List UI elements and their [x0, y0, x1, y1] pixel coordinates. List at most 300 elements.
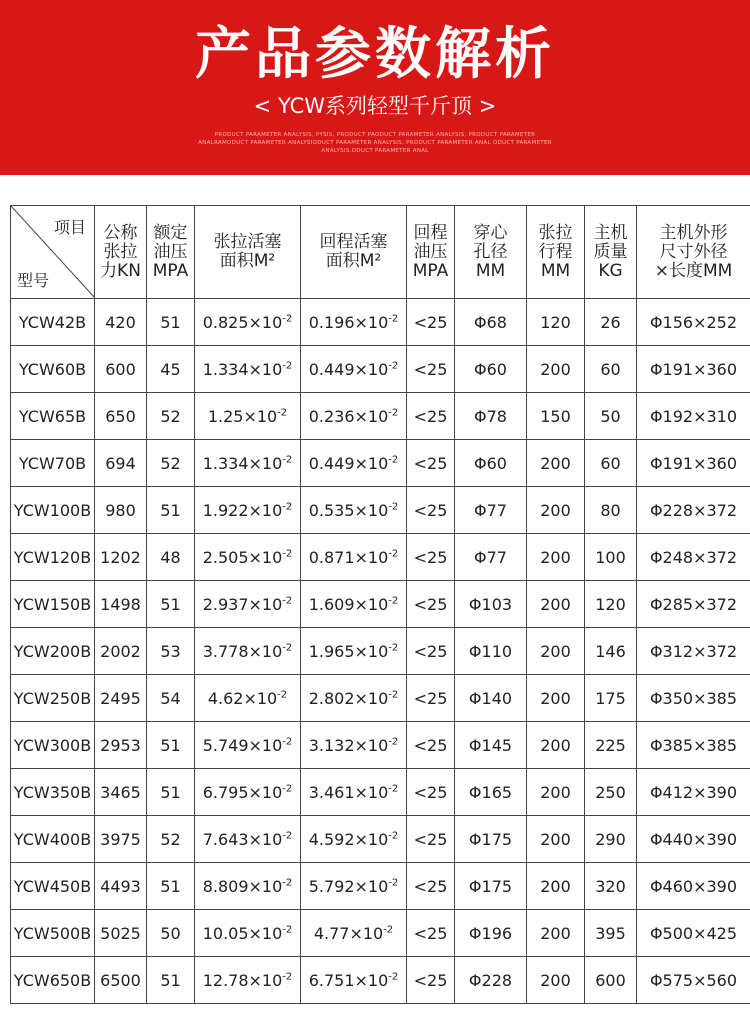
cell-pressure [147, 816, 195, 863]
cell-value: Φ68 [474, 312, 507, 332]
cell-size [637, 393, 750, 440]
header-line: 质量 [593, 241, 628, 262]
cell-return-pressure [407, 346, 455, 393]
corner-label-item: 项目 [53, 218, 86, 237]
cell-mass [585, 863, 637, 910]
cell-force [95, 769, 147, 816]
exponent-label: -2 [388, 971, 399, 983]
cell-pressure [147, 957, 195, 1004]
cell-return-pressure [407, 487, 455, 534]
cell-value: 200 [540, 453, 571, 473]
cell-pressure [147, 346, 195, 393]
cell-value: Φ196 [468, 923, 513, 943]
cell-area-return [301, 581, 407, 628]
header-line: 行程 [538, 241, 573, 262]
cell-value: 60 [600, 359, 621, 379]
cell-area-return [301, 769, 407, 816]
cell-value: 51 [160, 782, 181, 802]
cell-value: 5.749×10 [202, 735, 283, 755]
cell-stroke [527, 487, 585, 534]
cell-value: 54 [160, 688, 181, 708]
cell-area-return [301, 675, 407, 722]
cell-pressure [147, 675, 195, 722]
header-line: 额定 [153, 222, 188, 243]
cell-value: <25 [413, 453, 448, 473]
cell-force [95, 628, 147, 675]
cell-value: YCW42B [18, 312, 87, 332]
cell-stroke [527, 440, 585, 487]
cell-pressure [147, 393, 195, 440]
cell-value: 694 [105, 453, 136, 473]
cell-value: Φ440×390 [649, 829, 738, 849]
cell-model [11, 863, 95, 910]
cell-bore [455, 440, 527, 487]
table-row [11, 675, 750, 722]
cell-value: YCW120B [13, 547, 92, 567]
header-return-area [301, 206, 407, 299]
cell-return-pressure [407, 299, 455, 346]
cell-value: 3975 [100, 829, 141, 849]
cell-pressure [147, 910, 195, 957]
cell-value: 0.236×10 [308, 406, 389, 426]
cell-value: 53 [160, 641, 181, 661]
cell-force [95, 863, 147, 910]
cell-value: Φ228 [468, 970, 513, 990]
cell-value: 2495 [100, 688, 141, 708]
cell-value: 5.792×10 [308, 876, 389, 896]
exponent-label: -2 [388, 548, 399, 560]
cell-value: 26 [600, 312, 621, 332]
header-line: MM [475, 260, 506, 281]
table-row [11, 816, 750, 863]
cell-bore [455, 487, 527, 534]
corner-label-model: 型号 [17, 271, 50, 290]
cell-value: YCW65B [18, 406, 87, 426]
header-line: 油压 [413, 241, 448, 262]
cell-value: <25 [413, 970, 448, 990]
cell-value: Φ140 [468, 688, 513, 708]
cell-value: YCW70B [18, 453, 87, 473]
table-header-row [11, 206, 750, 299]
header-line: 面积M² [219, 251, 276, 271]
cell-value: YCW500B [13, 923, 92, 943]
cell-value: 0.196×10 [308, 312, 389, 332]
cell-value: Φ165 [468, 782, 513, 802]
cell-mass [585, 299, 637, 346]
exponent-label: -2 [388, 830, 399, 842]
cell-value: 4.62×10 [207, 688, 278, 708]
cell-pressure [147, 628, 195, 675]
table-row [11, 769, 750, 816]
cell-value: 1498 [100, 594, 141, 614]
cell-value: 650 [105, 406, 136, 426]
cell-stroke [527, 910, 585, 957]
cell-stroke [527, 393, 585, 440]
cell-model [11, 910, 95, 957]
cell-value: 0.871×10 [308, 547, 389, 567]
cell-area-pull [195, 346, 301, 393]
header-mass [585, 206, 637, 299]
cell-value: 100 [595, 547, 626, 567]
cell-model [11, 769, 95, 816]
cell-size [637, 440, 750, 487]
cell-value: <25 [413, 923, 448, 943]
cell-value: 60 [600, 453, 621, 473]
cell-force [95, 675, 147, 722]
cell-bore [455, 628, 527, 675]
cell-size [637, 910, 750, 957]
cell-mass [585, 393, 637, 440]
cell-value: <25 [413, 547, 448, 567]
cell-return-pressure [407, 581, 455, 628]
cell-area-pull [195, 816, 301, 863]
cell-value: <25 [413, 641, 448, 661]
cell-value: 0.449×10 [308, 359, 389, 379]
table-row [11, 299, 750, 346]
cell-pressure [147, 722, 195, 769]
cell-value: Φ175 [468, 829, 513, 849]
cell-value: 120 [595, 594, 626, 614]
cell-value: <25 [413, 359, 448, 379]
cell-value: YCW350B [13, 782, 92, 802]
cell-value: YCW650B [13, 970, 92, 990]
cell-bore [455, 581, 527, 628]
cell-value: 2.505×10 [202, 547, 283, 567]
cell-value: 200 [540, 923, 571, 943]
exponent-label: -2 [282, 595, 293, 607]
cell-mass [585, 628, 637, 675]
cell-value: 3.778×10 [202, 641, 283, 661]
header-line: KG [598, 260, 623, 281]
cell-force [95, 346, 147, 393]
cell-value: 48 [160, 547, 181, 567]
cell-pressure [147, 299, 195, 346]
cell-value: YCW200B [13, 641, 92, 661]
header-line: 回程活塞 [319, 232, 388, 252]
cell-value: Φ285×372 [649, 594, 738, 614]
cell-value: Φ191×360 [649, 453, 738, 473]
corner-header-cell [11, 206, 95, 299]
cell-value: 200 [540, 594, 571, 614]
cell-area-return [301, 863, 407, 910]
table-row [11, 910, 750, 957]
cell-pressure [147, 440, 195, 487]
cell-mass [585, 487, 637, 534]
header-line: 主机 [593, 222, 628, 243]
cell-model [11, 628, 95, 675]
cell-force [95, 534, 147, 581]
cell-value: 980 [105, 500, 136, 520]
cell-value: 52 [160, 453, 181, 473]
exponent-label: -2 [388, 595, 399, 607]
header-line: 穿心 [473, 222, 508, 243]
cell-value: YCW250B [13, 688, 92, 708]
cell-value: 10.05×10 [202, 923, 283, 943]
cell-value: <25 [413, 876, 448, 896]
cell-bore [455, 346, 527, 393]
cell-value: Φ175 [468, 876, 513, 896]
cell-value: 120 [540, 312, 571, 332]
decorative-fine-text: PRODUCT PARAMETER ANALYSIS, PYSIS, PRODUCT PAODUCT PARAMETER ANALYSIS, PRODUCT PARAMETER ANALRAMODUCT PARAMETER ANALYSIODUCT PARAMETER ANALYSIS, PRODUCT PARAMETER ANAL ODUCT PARAMETER ANALYSIS,ODUCT PARAMETER ANAL [198, 132, 552, 154]
header-pressure [147, 206, 195, 299]
cell-value: <25 [413, 594, 448, 614]
header-force [95, 206, 147, 299]
cell-area-pull [195, 299, 301, 346]
exponent-label: -2 [282, 642, 293, 654]
cell-bore [455, 769, 527, 816]
cell-value: 0.535×10 [308, 500, 389, 520]
exponent-label: -2 [282, 360, 293, 372]
exponent-label: -2 [388, 313, 399, 325]
cell-value: 150 [540, 406, 571, 426]
cell-mass [585, 346, 637, 393]
cell-value: <25 [413, 500, 448, 520]
cell-model [11, 581, 95, 628]
cell-value: 2.802×10 [308, 688, 389, 708]
exponent-label: -2 [282, 877, 293, 889]
cell-size [637, 487, 750, 534]
cell-mass [585, 910, 637, 957]
cell-area-pull [195, 393, 301, 440]
spec-table [10, 205, 750, 1004]
cell-model [11, 487, 95, 534]
header-line: 主机外形 [659, 222, 728, 243]
cell-pressure [147, 769, 195, 816]
cell-return-pressure [407, 534, 455, 581]
cell-value: Φ350×385 [649, 688, 738, 708]
exponent-label: -2 [282, 971, 293, 983]
cell-value: 4.592×10 [308, 829, 389, 849]
exponent-label: -2 [388, 736, 399, 748]
cell-value: 1.25×10 [207, 406, 278, 426]
cell-value: Φ248×372 [649, 547, 738, 567]
cell-value: 200 [540, 500, 571, 520]
cell-mass [585, 769, 637, 816]
cell-value: 80 [600, 500, 621, 520]
cell-value: 4.77×10 [313, 923, 384, 943]
cell-model [11, 534, 95, 581]
header-banner [0, 0, 750, 175]
cell-value: <25 [413, 688, 448, 708]
cell-pressure [147, 863, 195, 910]
cell-bore [455, 722, 527, 769]
cell-value: 1.609×10 [308, 594, 389, 614]
cell-size [637, 675, 750, 722]
cell-value: Φ145 [468, 735, 513, 755]
cell-value: 200 [540, 829, 571, 849]
page-subtitle: < YCW系列轻型千斤顶 > [253, 94, 497, 118]
exponent-label: -2 [282, 736, 293, 748]
cell-area-pull [195, 910, 301, 957]
cell-value: 320 [595, 876, 626, 896]
cell-value: 1.922×10 [202, 500, 283, 520]
exponent-label: -2 [388, 454, 399, 466]
cell-stroke [527, 863, 585, 910]
cell-area-pull [195, 534, 301, 581]
cell-return-pressure [407, 957, 455, 1004]
cell-value: Φ60 [474, 359, 507, 379]
header-bore [455, 206, 527, 299]
header-line: ×长度MM [654, 260, 733, 281]
cell-mass [585, 534, 637, 581]
cell-return-pressure [407, 440, 455, 487]
cell-value: 200 [540, 547, 571, 567]
cell-value: <25 [413, 782, 448, 802]
cell-value: 2953 [100, 735, 141, 755]
header-dimensions [637, 206, 750, 299]
header-line: 力KN [100, 260, 141, 281]
cell-stroke [527, 816, 585, 863]
header-return-pressure [407, 206, 455, 299]
cell-value: 3465 [100, 782, 141, 802]
cell-value: Φ192×310 [649, 406, 738, 426]
cell-force [95, 581, 147, 628]
cell-model [11, 957, 95, 1004]
cell-value: Φ78 [474, 406, 507, 426]
cell-value: YCW450B [13, 876, 92, 896]
cell-value: 50 [600, 406, 621, 426]
cell-area-return [301, 534, 407, 581]
cell-force [95, 910, 147, 957]
cell-bore [455, 816, 527, 863]
cell-stroke [527, 769, 585, 816]
cell-bore [455, 675, 527, 722]
cell-size [637, 722, 750, 769]
cell-value: YCW150B [13, 594, 92, 614]
cell-area-return [301, 722, 407, 769]
cell-value: Φ312×372 [649, 641, 738, 661]
header-line: 张拉 [538, 222, 573, 243]
cell-value: Φ460×390 [649, 876, 738, 896]
cell-value: 200 [540, 359, 571, 379]
cell-value: 175 [595, 688, 626, 708]
cell-area-pull [195, 863, 301, 910]
cell-mass [585, 440, 637, 487]
table-row [11, 393, 750, 440]
cell-area-pull [195, 581, 301, 628]
table-row [11, 440, 750, 487]
cell-value: YCW60B [18, 359, 87, 379]
cell-size [637, 299, 750, 346]
cell-area-return [301, 440, 407, 487]
table-row [11, 534, 750, 581]
cell-size [637, 816, 750, 863]
cell-value: 51 [160, 735, 181, 755]
cell-size [637, 957, 750, 1004]
cell-size [637, 769, 750, 816]
cell-value: 395 [595, 923, 626, 943]
cell-area-pull [195, 628, 301, 675]
cell-value: 0.825×10 [202, 312, 283, 332]
cell-value: 4493 [100, 876, 141, 896]
header-pull-area [195, 206, 301, 299]
cell-bore [455, 299, 527, 346]
cell-bore [455, 863, 527, 910]
exponent-label: -2 [383, 924, 394, 936]
cell-model [11, 393, 95, 440]
cell-value: Φ191×360 [649, 359, 738, 379]
table-body [11, 299, 750, 1004]
cell-bore [455, 957, 527, 1004]
header-line: 张拉活塞 [213, 232, 282, 252]
cell-return-pressure [407, 722, 455, 769]
cell-mass [585, 816, 637, 863]
cell-value: 6.751×10 [308, 970, 389, 990]
cell-value: YCW400B [13, 829, 92, 849]
cell-area-return [301, 628, 407, 675]
exponent-label: -2 [282, 548, 293, 560]
cell-force [95, 487, 147, 534]
cell-mass [585, 722, 637, 769]
cell-pressure [147, 581, 195, 628]
exponent-label: -2 [277, 689, 288, 701]
cell-return-pressure [407, 910, 455, 957]
exponent-label: -2 [388, 407, 399, 419]
exponent-label: -2 [277, 407, 288, 419]
cell-value: 51 [160, 970, 181, 990]
cell-model [11, 346, 95, 393]
cell-value: 600 [105, 359, 136, 379]
cell-area-pull [195, 722, 301, 769]
cell-model [11, 299, 95, 346]
cell-value: 146 [595, 641, 626, 661]
table-row [11, 957, 750, 1004]
cell-value: Φ156×252 [649, 312, 738, 332]
cell-force [95, 957, 147, 1004]
cell-value: 200 [540, 782, 571, 802]
cell-value: 420 [105, 312, 136, 332]
cell-pressure [147, 487, 195, 534]
cell-stroke [527, 346, 585, 393]
cell-value: Φ412×390 [649, 782, 738, 802]
cell-stroke [527, 722, 585, 769]
exponent-label: -2 [282, 924, 293, 936]
table-row [11, 581, 750, 628]
cell-return-pressure [407, 675, 455, 722]
cell-stroke [527, 957, 585, 1004]
cell-bore [455, 393, 527, 440]
cell-value: 0.449×10 [308, 453, 389, 473]
cell-stroke [527, 581, 585, 628]
page-title: 产品参数解析 [195, 22, 555, 87]
cell-value: 200 [540, 688, 571, 708]
cell-value: Φ385×385 [649, 735, 738, 755]
cell-value: 7.643×10 [202, 829, 283, 849]
cell-value: Φ228×372 [649, 500, 738, 520]
cell-value: 3.461×10 [308, 782, 389, 802]
cell-value: 51 [160, 876, 181, 896]
cell-value: 1.965×10 [308, 641, 389, 661]
cell-size [637, 534, 750, 581]
exponent-label: -2 [282, 313, 293, 325]
cell-area-return [301, 393, 407, 440]
cell-stroke [527, 534, 585, 581]
cell-value: 200 [540, 970, 571, 990]
cell-model [11, 675, 95, 722]
cell-area-pull [195, 440, 301, 487]
exponent-label: -2 [388, 642, 399, 654]
table-row [11, 346, 750, 393]
exponent-label: -2 [388, 360, 399, 372]
cell-value: YCW100B [13, 500, 92, 520]
cell-value: 50 [160, 923, 181, 943]
cell-value: 52 [160, 406, 181, 426]
cell-value: Φ60 [474, 453, 507, 473]
cell-area-return [301, 487, 407, 534]
cell-value: 200 [540, 735, 571, 755]
cell-value: 2002 [100, 641, 141, 661]
cell-value: 6.795×10 [202, 782, 283, 802]
